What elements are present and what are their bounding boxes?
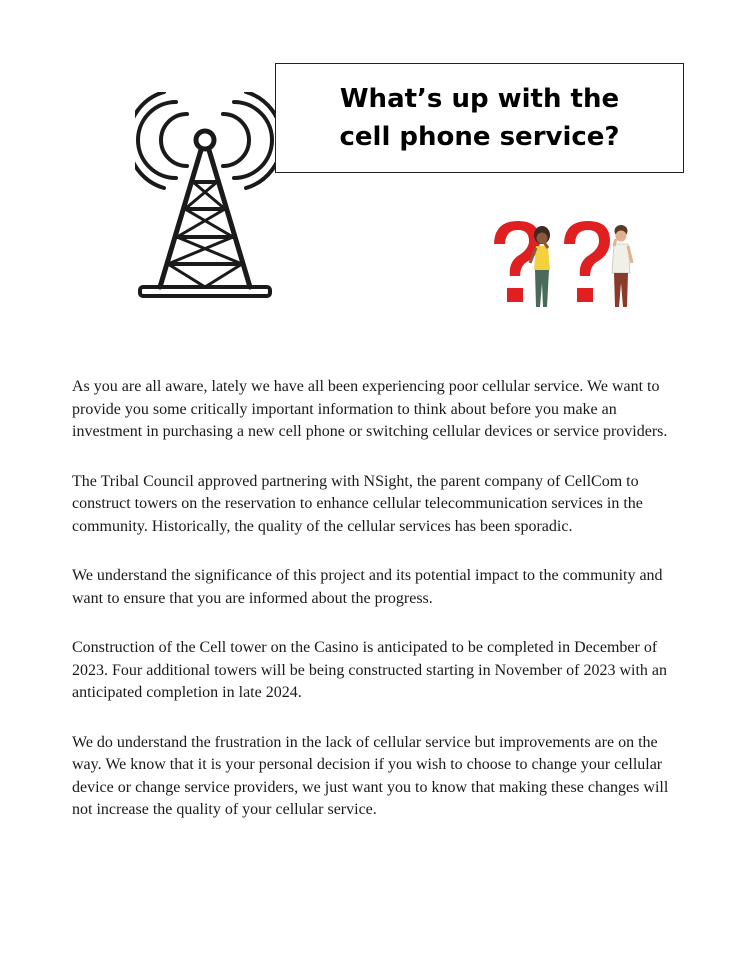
question-mark-left-icon xyxy=(493,220,541,303)
paragraph-significance: We understand the significance of this project and its potential impact to the community and want to ensure that you are informed about the progress. xyxy=(72,567,663,607)
paragraph-partnership: The Tribal Council approved partnering with NSight, the parent company of CellCom to construct towers on the reservation to enhance cellular telecommunication services in the community. Historically, the quality of the cellular services has been sporadic. xyxy=(72,472,643,535)
paragraph-construction: Construction of the Cell tower on the Casino is anticipated to be completed in December of 2023. Four additional towers will be being constructed starting in November of 2023 with an anticipated completion in late 2024. xyxy=(72,639,667,701)
confused-people-question-marks-icon xyxy=(483,215,643,310)
man-figure-icon xyxy=(612,225,632,307)
paragraph-frustration: We do understand the frustration in the lack of cellular service but improvements are on the way. We know that it is your personal decision if you wish to choose to change your cellular device or change service providers, we just want you to know that making these changes will not increase the quality of your cellular service. xyxy=(72,733,669,818)
paragraph-intro: As you are all aware, lately we have all been experiencing poor cellular service. We want to provide you some critically important information to think about before you make an investment in purchasing a new cell phone or switching cellular devices or service providers. xyxy=(72,378,668,440)
title-box xyxy=(275,63,684,173)
body-text xyxy=(72,376,672,849)
page-title: What’s up with the cell phone service? xyxy=(339,84,620,152)
question-mark-right-icon xyxy=(563,220,611,303)
cell-tower-icon xyxy=(135,92,275,307)
